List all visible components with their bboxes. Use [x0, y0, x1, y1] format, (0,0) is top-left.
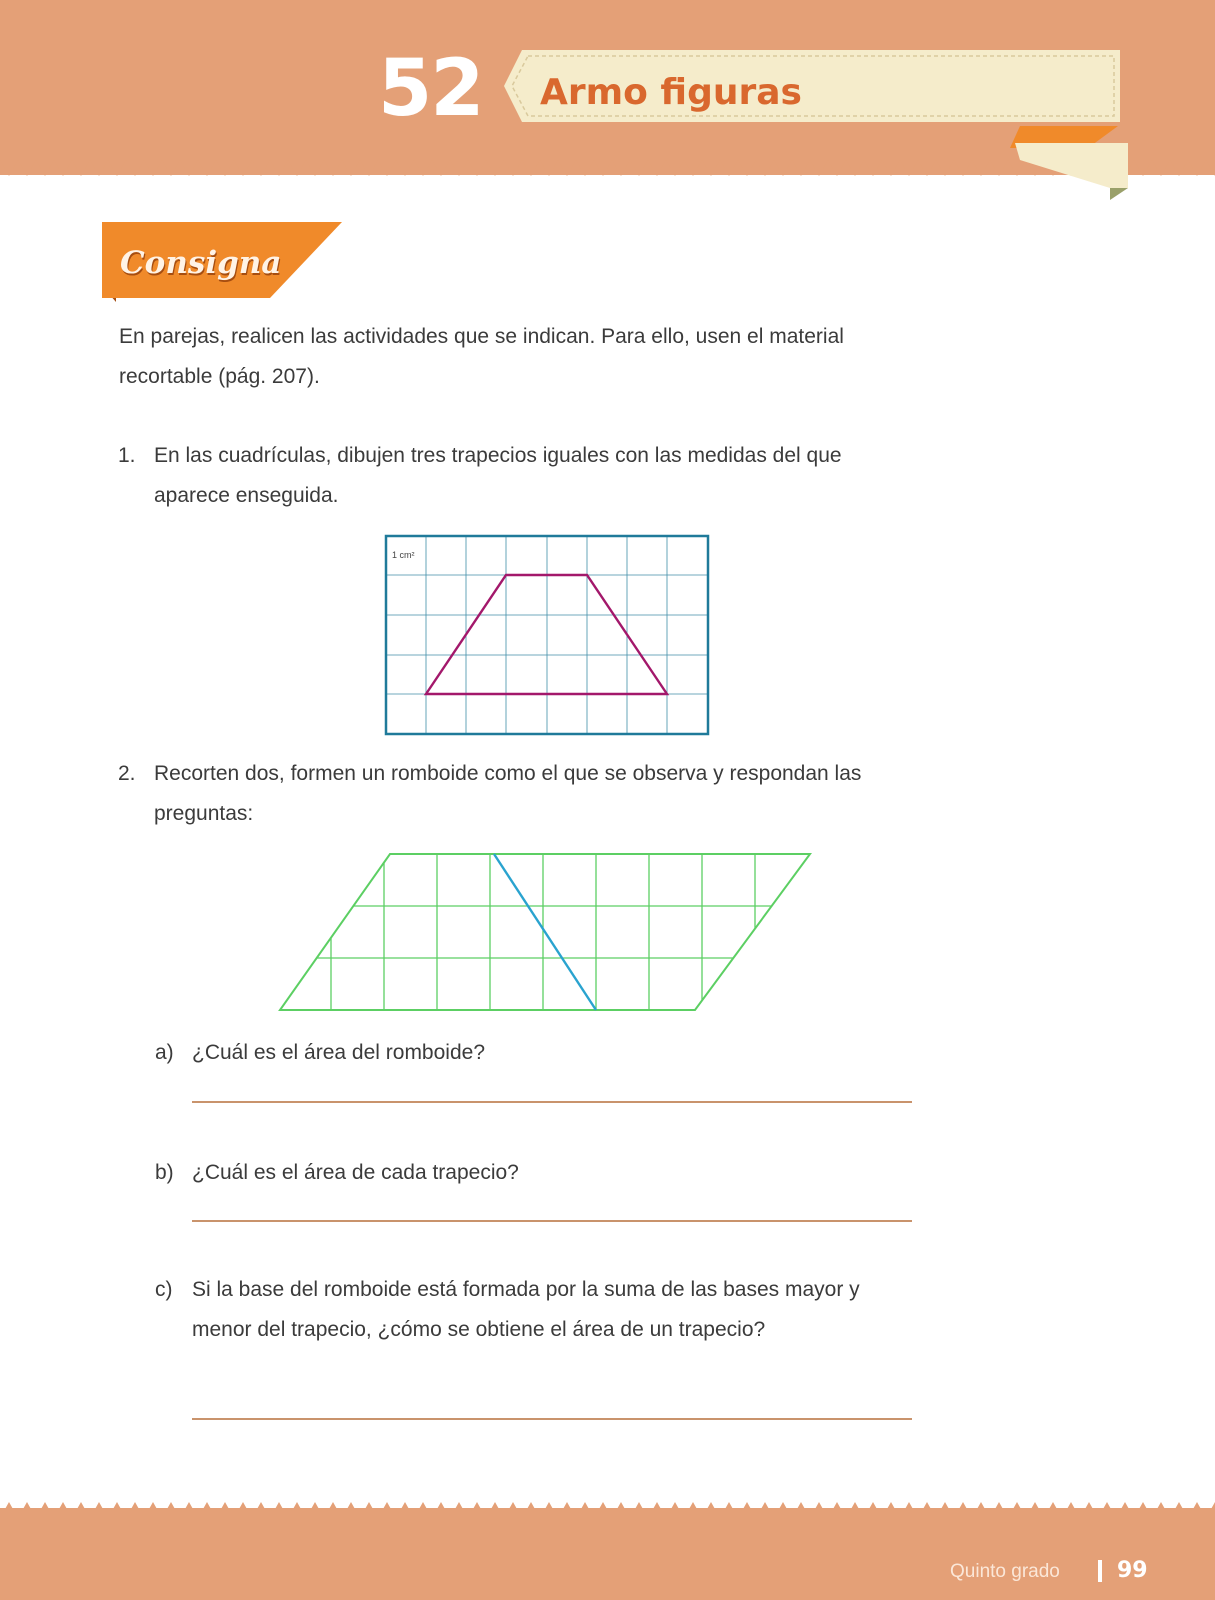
answer-line-a[interactable]	[192, 1101, 912, 1103]
footer-grade: Quinto grado	[950, 1561, 1060, 1582]
sub-question-c-letter: c)	[155, 1278, 173, 1301]
unit-label: 1 cm²	[392, 550, 415, 560]
footer-band	[0, 1508, 1215, 1600]
consigna-text: En parejas, realicen las actividades que se indican. Para ello, usen el material recortable (pág. 207).	[119, 325, 844, 388]
trapezoid-grid-figure	[384, 534, 710, 736]
footer-separator	[1098, 1560, 1102, 1582]
rhomboid-figure	[278, 850, 818, 1014]
answer-line-b[interactable]	[192, 1220, 912, 1222]
rhomboid-gridlines	[278, 850, 818, 1014]
lesson-number: 52	[378, 44, 483, 134]
question-2-number: 2.	[118, 762, 136, 785]
question-1-text: En las cuadrículas, dibujen tres trapecios iguales con las medidas del que aparece enseguida.	[154, 444, 842, 507]
rhomboid-diagonal	[494, 854, 596, 1010]
sub-question-a-text: ¿Cuál es el área del romboide?	[192, 1041, 485, 1064]
lesson-title: Armo figuras	[540, 72, 802, 113]
answer-line-c[interactable]	[192, 1418, 912, 1420]
question-2-text: Recorten dos, formen un romboide como el que se observa y respondan las preguntas:	[154, 762, 862, 825]
consigna-label: Consigna	[120, 245, 282, 281]
sub-question-a-letter: a)	[155, 1041, 174, 1064]
question-1-number: 1.	[118, 444, 136, 467]
sub-question-b-text: ¿Cuál es el área de cada trapecio?	[192, 1161, 519, 1184]
sub-question-c-text: Si la base del romboide está formada por la suma de las bases mayor y menor del trapecio, ¿cómo se obtiene el área de un trapecio?	[192, 1278, 860, 1341]
sub-question-b-letter: b)	[155, 1161, 174, 1184]
page-number: 99	[1117, 1558, 1148, 1583]
